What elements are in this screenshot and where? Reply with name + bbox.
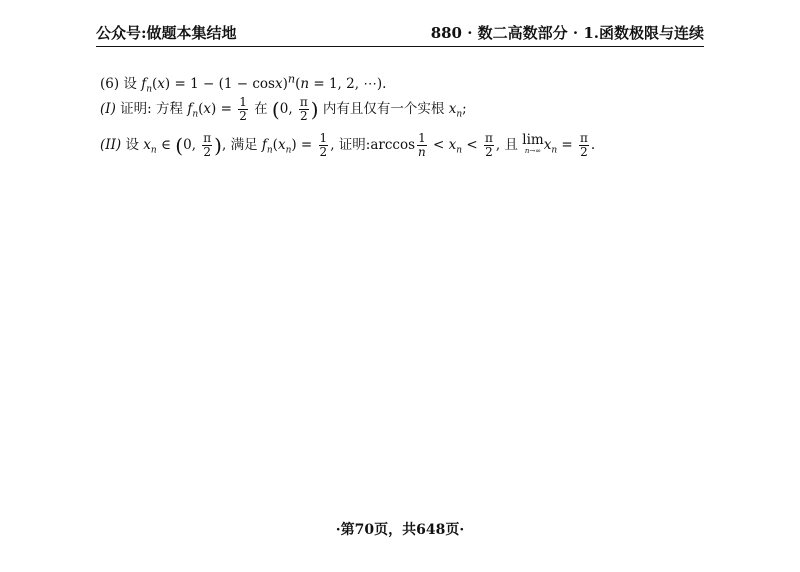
part-one-text-b: 在 bbox=[254, 101, 268, 117]
part-two-text-a: 设 bbox=[125, 137, 139, 153]
formula-limit: lim n→∞ $x_n$ = $\frac{\pi}{2}$ . bbox=[522, 131, 596, 159]
formula-equation: $f_n(x)$ = $\frac{1}{2}$ bbox=[187, 95, 247, 123]
part-one-label: (I) bbox=[100, 101, 116, 117]
formula-interval: (0, $\frac{\pi}{2}$ ) bbox=[271, 95, 319, 123]
formula-condition: $f_n(x_n)$ = $\frac{1}{2}$ bbox=[261, 131, 328, 159]
part-one bbox=[100, 96, 467, 123]
problem-intro: 设 bbox=[123, 76, 137, 92]
formula-root: $x_n$; bbox=[448, 101, 467, 120]
part-two bbox=[100, 132, 595, 159]
part-two-label: (II) bbox=[100, 137, 122, 153]
part-two-text-c: , 证明: bbox=[330, 137, 371, 153]
header-left-text: 公众号:做题本集结地 bbox=[96, 24, 237, 42]
problem-statement bbox=[100, 72, 386, 95]
formula-xn-in-interval: $x_n$ ∈ (0, $\frac{\pi}{2}$ ) bbox=[143, 131, 222, 159]
page-footer: ·第70页，共648页· bbox=[335, 522, 465, 538]
header-right-text: 880 · 数二高数部分 · 1.函数极限与连续 bbox=[430, 24, 704, 42]
page-header bbox=[96, 22, 704, 48]
header-rule bbox=[96, 46, 704, 47]
formula-fn-definition: $f_n(x) = 1 - (1 - \cos x)^n(n = 1$, 2, ⋯). bbox=[141, 72, 387, 95]
part-one-text-a: 证明: 方程 bbox=[120, 101, 184, 117]
part-two-text-d: , 且 bbox=[495, 137, 518, 153]
problem-number: (6) bbox=[100, 76, 120, 92]
part-one-text-c: 内有且仅有一个实根 bbox=[322, 101, 445, 117]
part-two-text-b: , 满足 bbox=[221, 137, 258, 153]
formula-inequality: arccos $\frac{1}{n}$ < $x_n$ < $\frac{\pi}{2}$ bbox=[370, 131, 493, 159]
